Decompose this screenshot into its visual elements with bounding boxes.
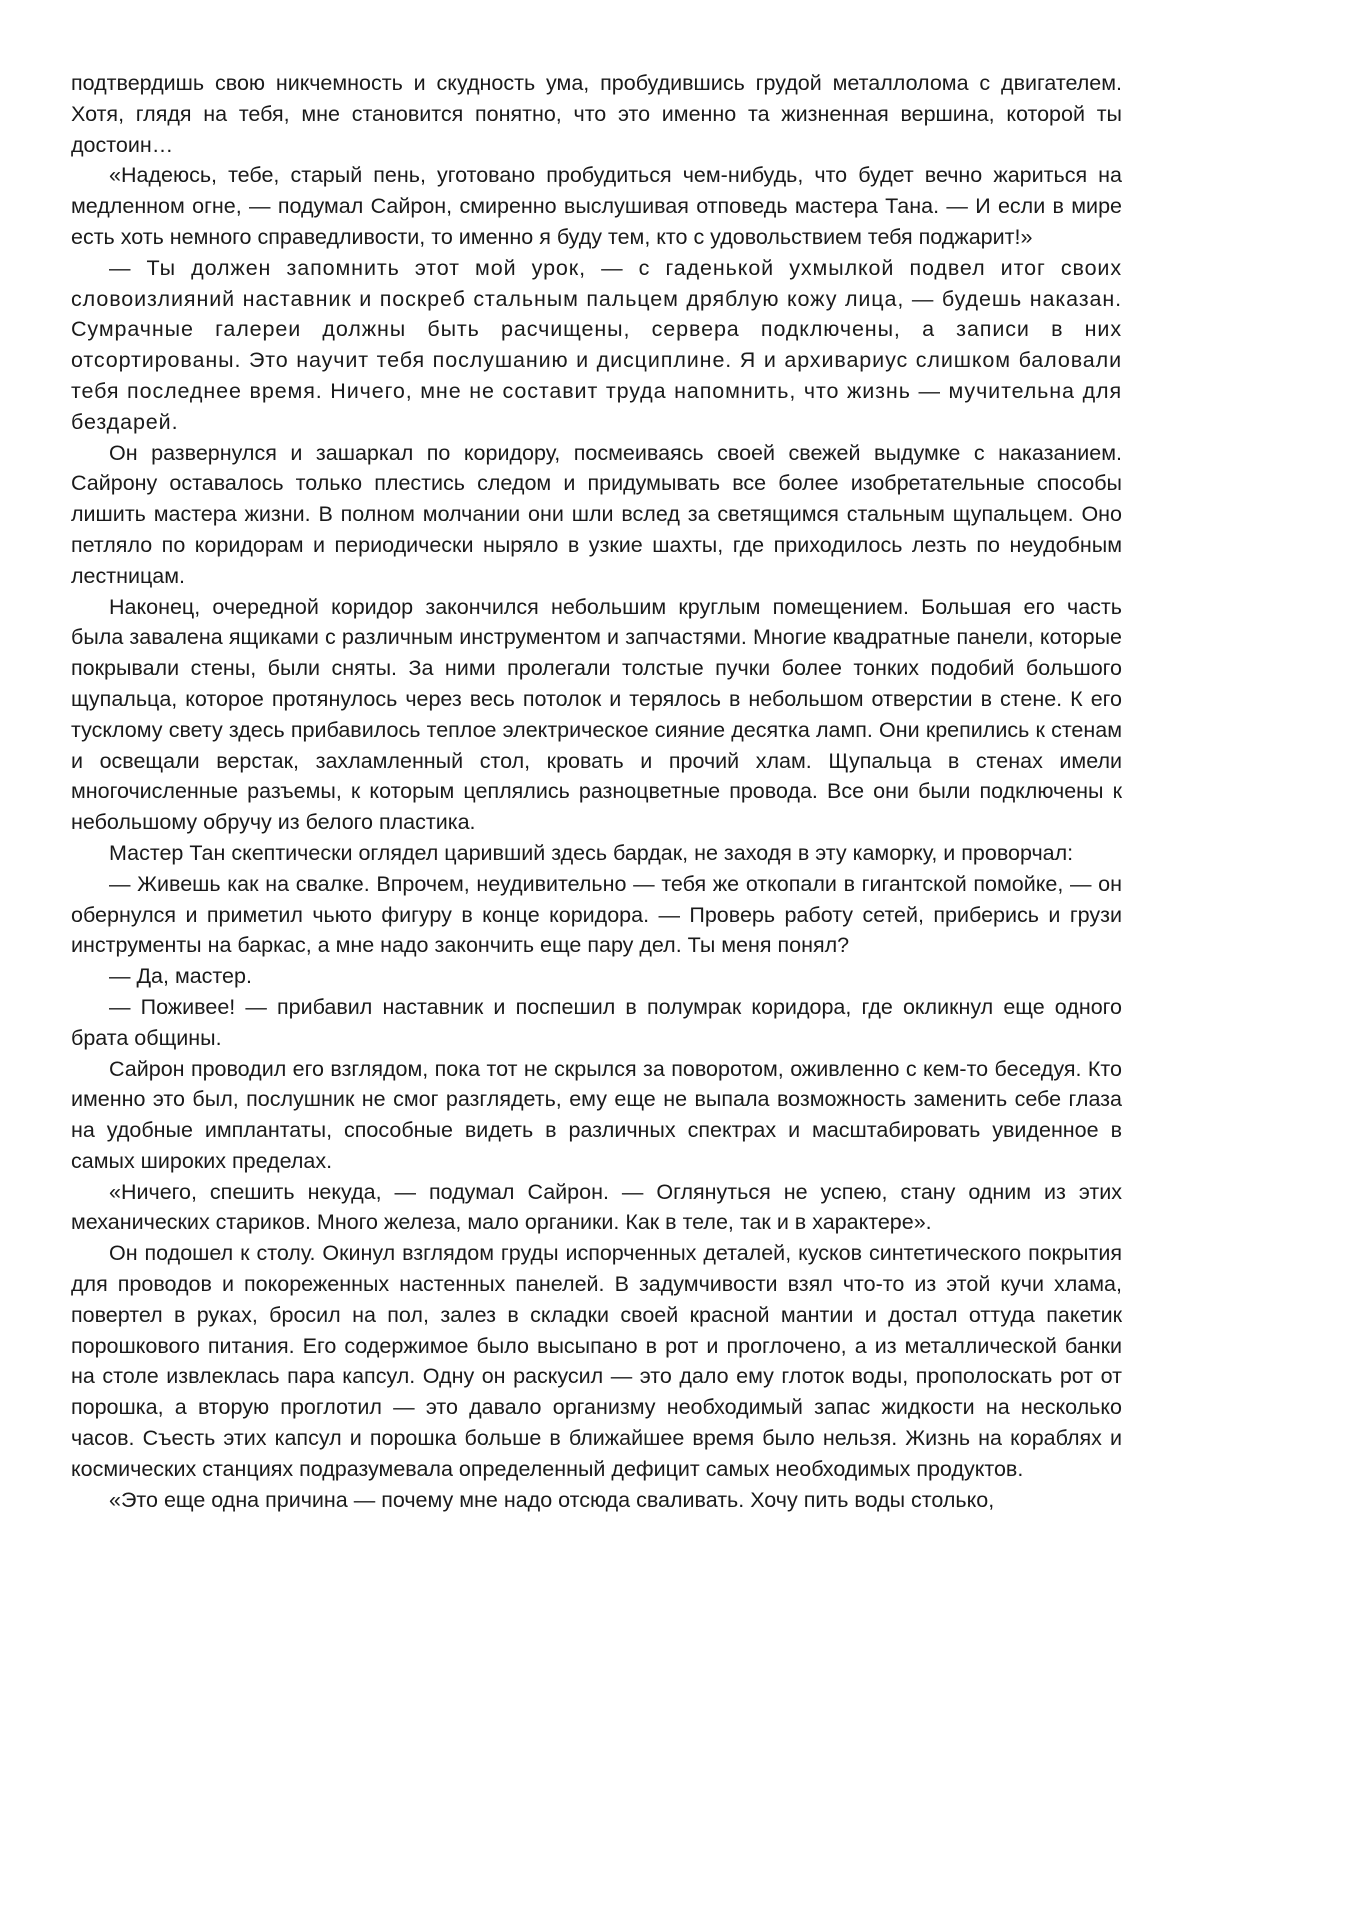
paragraph: «Ничего, спешить некуда, — подумал Сайрон. — Оглянуться не успею, стану одним из этих механических стариков. Много железа, мало органики. Как в теле, так и в характере». bbox=[71, 1179, 1122, 1235]
paragraph-continuation: подтвердишь свою никчемность и скудность ума, пробудившись грудой металлолома с двигателем. Хотя, глядя на тебя, мне становится понятно, что это именно та жизненная вершина, которой ты достоин… bbox=[71, 71, 1122, 157]
paragraph: — Поживее! — прибавил наставник и поспешил в полумрак коридора, где окликнул еще одного брата общины. bbox=[71, 994, 1122, 1050]
paragraph: Сайрон проводил его взглядом, пока тот не скрылся за поворотом, оживленно с кем-то беседуя. Кто именно это был, послушник не смог разглядеть, ему еще не выпала возможность заменить себе глаза на удобные имплантаты, способные видеть в различных спектрах и масштабировать увиденное в самых широких пределах. bbox=[71, 1056, 1122, 1173]
paragraph: Он развернулся и зашаркал по коридору, посмеиваясь своей свежей выдумке с наказанием. Сайрону оставалось только плестись следом и придумывать все более изобретательные способы лишить мастера жизни. В полном молчании они шли вслед за светящимся стальным щупальцем. Оно петляло по коридорам и периодически ныряло в узкие шахты, где приходилось лезть по неудобным лестницам. bbox=[71, 440, 1122, 588]
paragraph: «Это еще одна причина — почему мне надо отсюда сваливать. Хочу пить воды столько, bbox=[109, 1487, 995, 1512]
paragraph: Он подошел к столу. Окинул взглядом груды испорченных деталей, кусков синтетического покрытия для проводов и покореженных настенных панелей. В задумчивости взял что-то из этой кучи хлама, повертел в руках, бросил на пол, залез в складки своей красной мантии и достал оттуда пакетик порошкового питания. Его содержимое было высыпано в рот и проглочено, а из металлической банки на столе извлеклась пара капсул. Одну он раскусил — это дало ему глоток воды, прополоскать рот от порошка, а вторую проглотил — это давало организму необходимый запас жидкости на несколько часов. Съесть этих капсул и порошка больше в ближайшее время было нельзя. Жизнь на кораблях и космических станциях подразумевала определенный дефицит самых необходимых продуктов. bbox=[71, 1241, 1122, 1481]
page-text bbox=[71, 68, 1122, 1515]
paragraph: — Да, мастер. bbox=[109, 964, 252, 989]
paragraph: «Надеюсь, тебе, старый пень, уготовано пробудиться чем-нибудь, что будет вечно жариться на медленном огне, — подумал Сайрон, смиренно выслушивая отповедь мастера Тана. — И если в мире есть хоть немного справедливости, то именно я буду тем, кто с удовольствием тебя поджарит!» bbox=[71, 163, 1122, 249]
paragraph: Мастер Тан скептически оглядел царивший здесь бардак, не заходя в эту каморку, и проворчал: bbox=[109, 840, 1074, 865]
paragraph: — Живешь как на свалке. Впрочем, неудивительно — тебя же откопали в гигантской помойке, — он обернулся и приметил чьюто фигуру в конце коридора. — Проверь работу сетей, приберись и грузи инструменты на баркас, а мне надо закончить еще пару дел. Ты меня понял? bbox=[71, 871, 1122, 958]
paragraph: — Ты должен запомнить этот мой урок, — с гаденькой ухмылкой подвел итог своих словоизлияний наставник и поскреб стальным пальцем дряблую кожу лица, — будешь наказан. Сумрачные галереи должны быть расчищены, сервера подключены, а записи в них отсортированы. Это научит тебя послушанию и дисциплине. Я и архивариус слишком баловали тебя последнее время. Ничего, мне не составит труда напомнить, что жизнь — мучительна для бездарей. bbox=[71, 255, 1122, 434]
paragraph: Наконец, очередной коридор закончился небольшим круглым помещением. Большая его часть была завалена ящиками с различным инструментом и запчастями. Многие квадратные панели, которые покрывали стены, были сняты. За ними пролегали толстые пучки более тонких подобий большого щупальца, которое протянулось через весь потолок и терялось в небольшом отверстии в стене. К его тусклому свету здесь прибавилось теплое электрическое сияние десятка ламп. Они крепились к стенам и освещали верстак, захламленный стол, кровать и прочий хлам. Щупальца в стенах имели многочисленные разъемы, к которым цеплялись разноцветные провода. Все они были подключены к небольшому обручу из белого пластика. bbox=[71, 594, 1122, 835]
